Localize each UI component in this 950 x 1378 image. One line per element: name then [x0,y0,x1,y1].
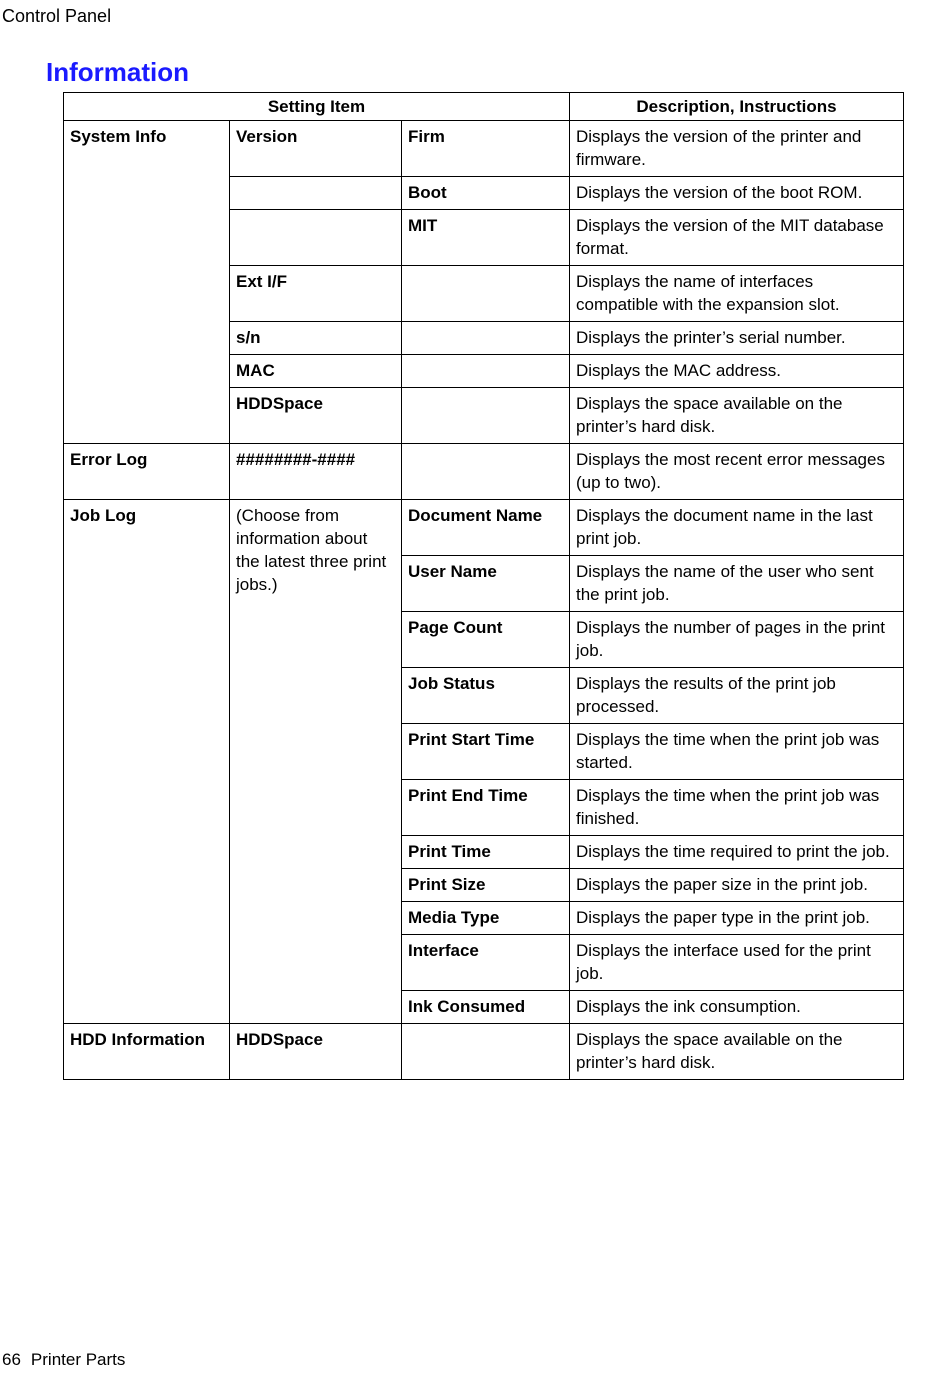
item-print-size: Print Size [402,869,570,902]
chapter-title: Printer Parts [30,1350,126,1369]
desc-ink-consumed: Displays the ink consumption. [570,991,904,1024]
desc-hddspace: Displays the space available on the printer’s hard disk. [570,388,904,444]
column-header-setting-item: Setting Item [64,93,570,121]
item-job-status: Job Status [402,668,570,724]
desc-page-count: Displays the number of pages in the print job. [570,612,904,668]
item-mac: MAC [230,355,402,388]
desc-mit: Displays the version of the MIT database format. [570,210,904,266]
table-row [64,1024,904,1080]
group-system-info: System Info [64,121,230,444]
group-hdd-information: HDD Information [64,1024,230,1080]
job-log-note: (Choose from information about the latest three print jobs.) [230,500,402,1024]
item-print-time: Print Time [402,836,570,869]
table-header-row [64,93,904,121]
empty-cell [230,177,402,210]
item-page-count: Page Count [402,612,570,668]
desc-firm: Displays the version of the printer and firmware. [570,121,904,177]
item-document-name: Document Name [402,500,570,556]
desc-document-name: Displays the document name in the last print job. [570,500,904,556]
empty-cell [402,355,570,388]
desc-ext-if: Displays the name of interfaces compatible with the expansion slot. [570,266,904,322]
table-row [64,444,904,500]
item-interface: Interface [402,935,570,991]
item-error-code: ########-#### [230,444,402,500]
item-version: Version [230,121,402,177]
item-firm: Firm [402,121,570,177]
desc-interface: Displays the interface used for the print job. [570,935,904,991]
item-mit: MIT [402,210,570,266]
group-job-log: Job Log [64,500,230,1024]
empty-cell [402,388,570,444]
group-error-log: Error Log [64,444,230,500]
page-footer [2,1350,125,1370]
item-hdd-hddspace: HDDSpace [230,1024,402,1080]
table-row [64,500,904,556]
desc-boot: Displays the version of the boot ROM. [570,177,904,210]
desc-job-status: Displays the results of the print job processed. [570,668,904,724]
item-ext-if: Ext I/F [230,266,402,322]
empty-cell [402,1024,570,1080]
desc-print-size: Displays the paper size in the print job. [570,869,904,902]
item-user-name: User Name [402,556,570,612]
desc-user-name: Displays the name of the user who sent the print job. [570,556,904,612]
item-boot: Boot [402,177,570,210]
desc-print-time: Displays the time required to print the job. [570,836,904,869]
item-ink-consumed: Ink Consumed [402,991,570,1024]
item-media-type: Media Type [402,902,570,935]
desc-print-start-time: Displays the time when the print job was started. [570,724,904,780]
empty-cell [402,444,570,500]
desc-print-end-time: Displays the time when the print job was finished. [570,780,904,836]
desc-media-type: Displays the paper type in the print job. [570,902,904,935]
item-sn: s/n [230,322,402,355]
page-number: 66 [2,1350,21,1369]
information-table [63,92,904,1080]
desc-sn: Displays the printer’s serial number. [570,322,904,355]
column-header-description: Description, Instructions [570,93,904,121]
empty-cell [402,266,570,322]
desc-error-log: Displays the most recent error messages (up to two). [570,444,904,500]
desc-mac: Displays the MAC address. [570,355,904,388]
table-row [64,121,904,177]
section-title: Information [46,57,189,87]
empty-cell [230,210,402,266]
item-print-end-time: Print End Time [402,780,570,836]
item-print-start-time: Print Start Time [402,724,570,780]
desc-hdd-hddspace: Displays the space available on the printer’s hard disk. [570,1024,904,1080]
empty-cell [402,322,570,355]
running-header: Control Panel [2,6,112,26]
item-hddspace: HDDSpace [230,388,402,444]
